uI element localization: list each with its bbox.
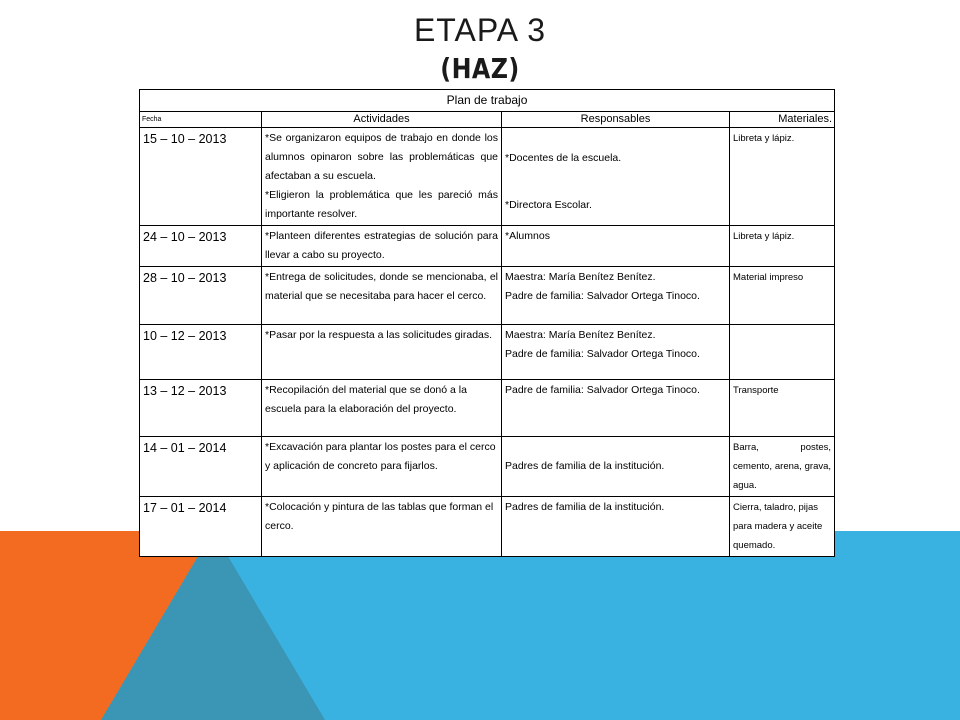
responsible-line: Padre de familia: Salvador Ortega Tinoco. — [505, 348, 700, 360]
responsible-line: *Docentes de la escuela. — [505, 152, 622, 164]
header-materiales: Materiales. — [730, 112, 835, 128]
row-responsibles: Padres de familia de la institución. — [502, 437, 730, 497]
row-date: 28 – 10 – 2013 — [140, 267, 262, 325]
row-materials: Libreta y lápiz. — [730, 226, 835, 267]
table-title-row — [140, 90, 835, 112]
activity-line: *Se organizaron equipos de trabajo en donde los alumnos opinaron sobre las problemáticas que afectaban a su escuela. — [265, 132, 498, 182]
row-materials: Libreta y lápiz. — [730, 128, 835, 226]
row-date: 10 – 12 – 2013 — [140, 325, 262, 380]
row-materials: Cierra, taladro, pijas para madera y aceite quemado. — [730, 497, 835, 557]
row-activities: *Excavación para plantar los postes para el cerco y aplicación de concreto para fijarlos. — [262, 437, 502, 497]
table-row — [140, 380, 835, 437]
responsible-line: *Directora Escolar. — [505, 199, 592, 211]
row-responsibles: Padre de familia: Salvador Ortega Tinoco. — [502, 380, 730, 437]
row-materials — [730, 325, 835, 380]
row-date: 14 – 01 – 2014 — [140, 437, 262, 497]
responsible-line: Maestra: María Benítez Benítez. — [505, 271, 656, 283]
header-fecha: Fecha — [140, 112, 262, 128]
slide-subtitle: (HAZ) — [440, 52, 520, 85]
row-activities: *Recopilación del material que se donó a la escuela para la elaboración del proyecto. — [262, 380, 502, 437]
row-responsibles — [502, 128, 730, 226]
row-materials: Transporte — [730, 380, 835, 437]
row-date: 24 – 10 – 2013 — [140, 226, 262, 267]
row-responsibles: *Alumnos — [502, 226, 730, 267]
row-date: 15 – 10 – 2013 — [140, 128, 262, 226]
header-actividades: Actividades — [262, 112, 502, 128]
row-activities: *Colocación y pintura de las tablas que forman el cerco. — [262, 497, 502, 557]
table-row — [140, 325, 835, 380]
activity-line: *Eligieron la problemática que les pareció más importante resolver. — [265, 189, 498, 220]
responsible-line: Maestra: María Benítez Benítez. — [505, 329, 656, 341]
row-responsibles — [502, 325, 730, 380]
table-row — [140, 226, 835, 267]
table-row — [140, 437, 835, 497]
row-activities: *Pasar por la respuesta a las solicitudes giradas. — [262, 325, 502, 380]
table-row — [140, 128, 835, 226]
responsible-line: Padre de familia: Salvador Ortega Tinoco. — [505, 290, 700, 302]
header-responsables: Responsables — [502, 112, 730, 128]
row-activities: *Entrega de solicitudes, donde se mencionaba, el material que se necesitaba para hacer el cerco. — [262, 267, 502, 325]
row-materials: Material impreso — [730, 267, 835, 325]
table-row — [140, 497, 835, 557]
slide-title: ETAPA 3 — [413, 12, 547, 48]
row-materials: Barra, postes, cemento, arena, grava, agua. — [730, 437, 835, 497]
table-row — [140, 267, 835, 325]
row-date: 17 – 01 – 2014 — [140, 497, 262, 557]
table-caption: Plan de trabajo — [140, 90, 835, 112]
row-activities — [262, 128, 502, 226]
row-date: 13 – 12 – 2013 — [140, 380, 262, 437]
row-activities: *Planteen diferentes estrategias de solución para llevar a cabo su proyecto. — [262, 226, 502, 267]
table-header-row — [140, 112, 835, 128]
work-plan-table — [139, 89, 835, 557]
row-responsibles — [502, 267, 730, 325]
row-responsibles: Padres de familia de la institución. — [502, 497, 730, 557]
